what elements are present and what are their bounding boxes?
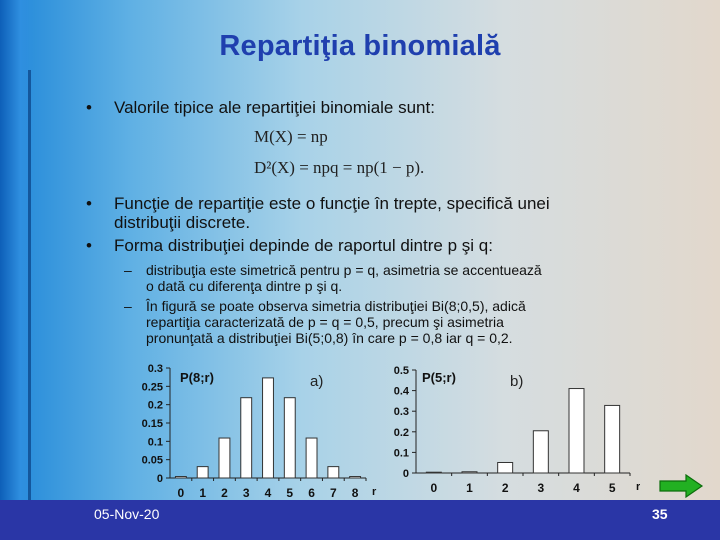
x-tick-label: 0 — [430, 481, 438, 495]
page-number: 35 — [652, 506, 668, 522]
x-tick-label: 5 — [608, 481, 616, 495]
bullet-step-function — [86, 194, 686, 234]
y-tick-label: 0.3 — [393, 406, 409, 419]
bar — [462, 472, 477, 473]
formula-mean: M(X) = np — [254, 127, 328, 146]
chart-title: P(5;r) — [422, 370, 456, 385]
binomial-chart-a — [130, 358, 380, 504]
bar — [175, 477, 186, 478]
y-tick-label: 0 — [156, 473, 163, 485]
x-tick-label: 4 — [573, 481, 580, 495]
subbullet-line2: o dată cu diferenţa dintre p şi q. — [146, 278, 343, 294]
x-tick-label: 7 — [329, 486, 337, 500]
y-tick-label: 0.4 — [393, 385, 409, 398]
subbullet-line2: repartiţia caracterizată de p = q = 0,5, precum şi asimetria — [146, 314, 504, 330]
y-tick-label: 0 — [402, 468, 409, 480]
bar — [350, 477, 361, 478]
bar — [197, 467, 208, 478]
bullet-text-line2: distribuţii discrete. — [114, 213, 251, 232]
x-tick-label: 6 — [308, 486, 315, 500]
bar — [569, 389, 584, 473]
x-tick-label: 0 — [177, 486, 185, 500]
x-axis-label: r — [372, 486, 377, 498]
subbullet-figure — [124, 298, 684, 348]
bar — [263, 378, 274, 478]
bar — [328, 467, 339, 478]
bullet-dot: • — [86, 194, 92, 213]
chart-title: P(8;r) — [180, 370, 214, 385]
x-axis-label: r — [636, 481, 640, 493]
bar — [533, 431, 548, 473]
panel-label: b) — [510, 373, 524, 390]
y-tick-label: 0.1 — [147, 436, 163, 449]
bar — [284, 398, 295, 478]
bullet-text: Valorile tipice ale repartiţiei binomiale sunt: — [114, 98, 435, 117]
x-tick-label: 3 — [242, 486, 250, 500]
left-bar-shadow — [28, 70, 31, 510]
x-tick-label: 2 — [501, 481, 509, 495]
bullet-dot: • — [86, 236, 92, 255]
subbullet-line1: În figură se poate observa simetria distribuţiei Bi(8;0,5), adică — [146, 298, 526, 314]
dash-symbol: – — [124, 262, 132, 278]
bar — [426, 472, 441, 473]
bar — [605, 405, 620, 473]
slide-title: Repartiţia binomială — [219, 30, 501, 62]
bar — [306, 438, 317, 478]
x-tick-label: 3 — [537, 481, 545, 495]
x-tick-label: 2 — [221, 486, 228, 500]
bullet-text-line1: Funcţie de repartiţie este o funcţie în trepte, specifică unei — [114, 194, 550, 213]
bullet-text: Forma distribuţiei depinde de raportul dintre p şi q: — [114, 236, 493, 255]
x-tick-label: 1 — [199, 486, 207, 500]
left-decorative-bar — [0, 0, 34, 540]
y-tick-label: 0.05 — [141, 454, 163, 467]
y-tick-label: 0.3 — [147, 363, 163, 375]
y-tick-label: 0.5 — [393, 365, 409, 377]
green-right-arrow-icon[interactable] — [658, 474, 704, 498]
x-tick-label: 5 — [286, 486, 294, 500]
binomial-chart-b — [380, 358, 640, 504]
subbullet-line3: pronunţată a distribuţiei Bi(5;0,8) în care p = 0,8 iar q = 0,2. — [146, 330, 513, 346]
y-tick-label: 0.1 — [393, 447, 409, 460]
footer-date: 05-Nov-20 — [94, 506, 160, 522]
subbullet-symmetry — [124, 262, 684, 296]
bar — [219, 438, 230, 478]
bar — [241, 398, 252, 478]
x-tick-label: 1 — [466, 481, 473, 495]
x-tick-label: 4 — [264, 486, 272, 500]
formula-variance: D²(X) = npq = np(1 − p). — [254, 158, 425, 177]
bullet-dot: • — [86, 98, 92, 117]
y-tick-label: 0.2 — [393, 426, 409, 439]
y-tick-label: 0.25 — [141, 381, 163, 394]
y-tick-label: 0.15 — [141, 418, 163, 430]
bar — [498, 462, 513, 473]
dash-symbol: – — [124, 298, 132, 314]
x-tick-label: 8 — [351, 486, 359, 500]
subbullet-line1: distribuţia este simetrică pentru p = q, asimetria se accentuează — [146, 262, 542, 278]
y-tick-label: 0.2 — [147, 399, 163, 412]
panel-label: a) — [310, 373, 324, 390]
